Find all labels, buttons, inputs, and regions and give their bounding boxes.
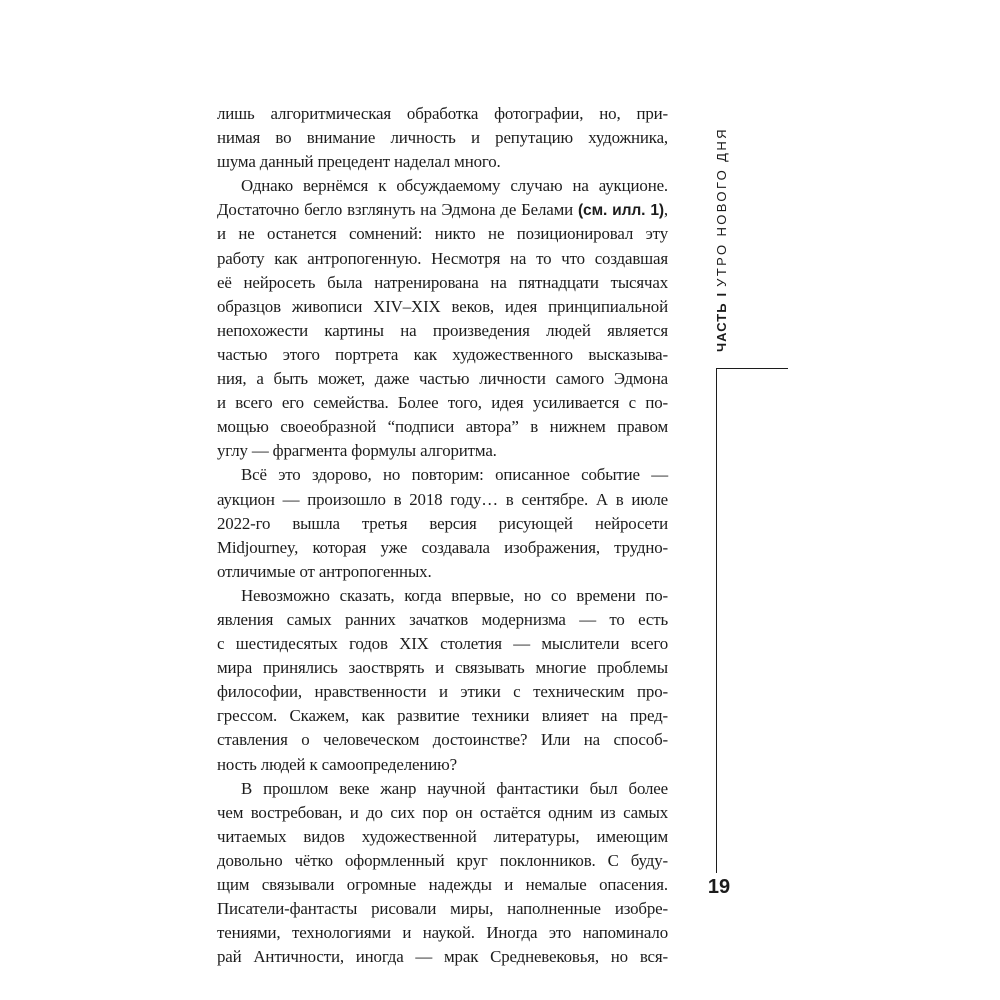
text-line-content: и всего его семейства. Более того, идея усиливается с по- (217, 393, 668, 413)
text-line (217, 680, 668, 704)
text-line (217, 126, 668, 150)
margin-horizontal-rule (716, 368, 788, 369)
text-line (217, 656, 668, 680)
text-line (217, 391, 668, 415)
text-line-content: шума данный прецедент наделал много. (217, 152, 501, 172)
text-line (217, 704, 668, 728)
text-line-content: нимая во внимание личность и репутацию художника, (217, 128, 668, 148)
text-line (217, 584, 668, 608)
margin-vertical-rule (716, 368, 717, 873)
text-line-content: ность людей к самоопределению? (217, 754, 457, 774)
text-line (217, 897, 668, 921)
text-line (217, 849, 668, 873)
text-line-content: грессом. Скажем, как развитие техники влияет на пред- (217, 706, 668, 726)
part-number: I (714, 292, 729, 297)
text-line (217, 512, 668, 536)
text-line (217, 536, 668, 560)
text-line (217, 150, 668, 174)
text-line-content: Писатели-фантасты рисовали миры, наполненные изобре- (217, 899, 668, 919)
text-line-content: рай Античности, иногда — мрак Средневековья, но вся- (217, 947, 668, 967)
text-line (217, 945, 668, 969)
text-line (217, 608, 668, 632)
text-line (217, 632, 668, 656)
text-line (217, 488, 668, 512)
text-line (217, 295, 668, 319)
text-line-content: щим связывали огромные надежды и немалые опасения. (217, 875, 668, 894)
text-line (217, 415, 668, 439)
text-line (217, 439, 668, 463)
text-line-content: довольно чётко оформленный круг поклонников. С буду- (217, 850, 668, 870)
text-line-content: чем востребован, и до сих пор он остаётся одним из самых (217, 802, 668, 822)
text-line (217, 271, 668, 295)
text-line-content: читаемых видов художественной литературы, имеющим (217, 826, 668, 846)
text-line-content: Однако вернёмся к обсуждаемому случаю на аукционе. (241, 176, 668, 196)
text-line-content: отличимые от антропогенных. (217, 561, 432, 581)
text-line-content: Достаточно бегло взглянуть на Эдмона де Белами (217, 200, 578, 220)
illustration-reference: (см. илл. 1) (578, 202, 664, 220)
text-line-content: её нейросеть была натренирована на пятнадцати тысячах (217, 272, 668, 292)
text-line-content: Всё это здорово, но повторим: описанное событие — (241, 465, 668, 485)
text-line-content: В прошлом веке жанр научной фантастики был более (241, 778, 668, 798)
text-line (217, 102, 668, 126)
text-line (217, 921, 668, 945)
text-line-content: философии, нравственности и этики с техническим про- (217, 682, 668, 702)
page-body-text (217, 102, 668, 969)
text-line-content: непохожести картины на произведения людей является (217, 320, 668, 340)
text-line-content: Невозможно сказать, когда впервые, но со времени по- (241, 585, 668, 605)
text-line (217, 247, 668, 271)
text-line-content: частью этого портрета как художественного высказыва- (217, 344, 668, 364)
text-line (217, 777, 668, 801)
running-head (708, 102, 732, 352)
text-line-content: ставления о человеческом достоинстве? Или на способ- (217, 730, 668, 750)
page-number: 19 (707, 876, 731, 898)
text-line-content: 2022-го вышла третья версия рисующей нейросети (217, 513, 668, 533)
text-line-content: образцов живописи XIV–XIX веков, идея принципиальной (217, 296, 668, 316)
text-line (217, 825, 668, 849)
chapter-title: УТРО НОВОГО ДНЯ (714, 127, 729, 287)
text-line (217, 174, 668, 198)
text-line (217, 873, 668, 897)
text-line (217, 463, 668, 487)
text-line (217, 319, 668, 343)
text-line-content: лишь алгоритмическая обработка фотографии, но, при- (217, 104, 668, 123)
text-line-content: с шестидесятых годов XIX столетия — мыслители всего (217, 634, 668, 654)
text-line (217, 753, 668, 777)
text-line-content: углу — фрагмента формулы алгоритма. (217, 441, 497, 461)
part-label: ЧАСТЬ (714, 302, 729, 352)
text-line (217, 343, 668, 367)
text-line-content: мощью своеобразной “подписи автора” в нижнем правом (217, 417, 668, 437)
text-line (217, 198, 668, 222)
text-line-content: явления самых ранних зачатков модернизма — то есть (217, 609, 668, 629)
text-line-suffix: , (663, 200, 668, 220)
text-line-content: Midjourney, которая уже создавала изображения, трудно- (217, 537, 668, 557)
text-line-content: и не останется сомнений: никто не позиционировал эту (217, 224, 668, 244)
text-line (217, 728, 668, 752)
text-line (217, 560, 668, 584)
text-line (217, 222, 668, 246)
text-line-content: мира принялись заостврять и связывать многие проблемы (217, 658, 668, 678)
text-line (217, 367, 668, 391)
text-line-content: тениями, технологиями и наукой. Иногда это напоминало (217, 923, 668, 943)
text-line-content: ния, а быть может, даже частью личности самого Эдмона (217, 369, 668, 389)
text-line-content: работу как антропогенную. Несмотря на то что создавшая (217, 248, 668, 268)
text-line (217, 801, 668, 825)
text-line-content: аукцион — произошло в 2018 году… в сентябре. А в июле (217, 489, 668, 509)
